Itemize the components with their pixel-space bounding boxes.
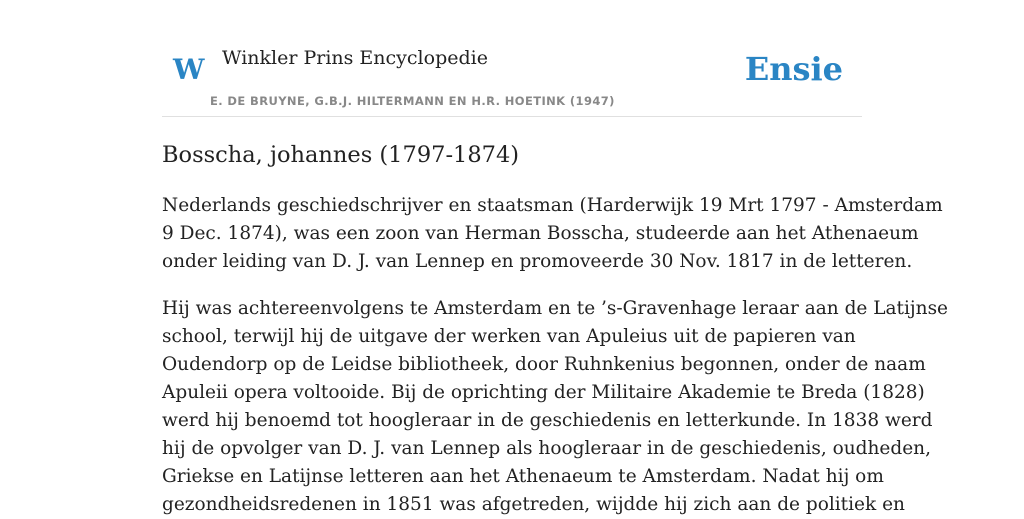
paragraph-line: hij de opvolger van D. J. van Lennep als hoogleraar in de geschiedenis, oudheden, <box>162 438 931 459</box>
article-paragraph-2 <box>162 295 949 519</box>
authors-line: E. DE BRUYNE, G.B.J. HILTERMANN EN H.R. HOETINK (1947) <box>210 94 615 108</box>
article-paragraph-1 <box>162 192 943 276</box>
winkler-prins-logo[interactable]: W <box>173 53 205 86</box>
paragraph-line: school, terwijl hij de uitgave der werken van Apuleius uit de papieren van <box>162 326 856 347</box>
paragraph-line: gezondheidsredenen in 1851 was afgetreden, wijdde hij zich aan de politiek en <box>162 494 905 515</box>
article-title: Bosscha, johannes (1797-1874) <box>162 142 520 168</box>
paragraph-line: Hij was achtereenvolgens te Amsterdam en te ’s-Gravenhage leraar aan de Latijnse <box>162 298 949 319</box>
paragraph-line: onder leiding van D. J. van Lennep en promoveerde 30 Nov. 1817 in de letteren. <box>162 251 913 272</box>
site-title[interactable]: Winkler Prins Encyclopedie <box>222 47 488 69</box>
paragraph-line: Nederlands geschiedschrijver en staatsman (Harderwijk 19 Mrt 1797 - Amsterdam <box>162 195 943 216</box>
page <box>162 0 949 515</box>
paragraph-line: Oudendorp op de Leidse bibliotheek, door Ruhnkenius begonnen, onder de naam <box>162 354 926 375</box>
ensie-logo[interactable]: Ensie <box>744 50 843 88</box>
header <box>162 0 862 117</box>
paragraph-line: 9 Dec. 1874), was een zoon van Herman Bosscha, studeerde aan het Athenaeum <box>162 223 919 244</box>
paragraph-line: werd hij benoemd tot hoogleraar in de geschiedenis en letterkunde. In 1838 werd <box>162 410 933 431</box>
paragraph-line: Apuleii opera voltooide. Bij de oprichting der Militaire Akademie te Breda (1828) <box>162 382 925 403</box>
paragraph-line: Griekse en Latijnse letteren aan het Athenaeum te Amsterdam. Nadat hij om <box>162 466 884 487</box>
